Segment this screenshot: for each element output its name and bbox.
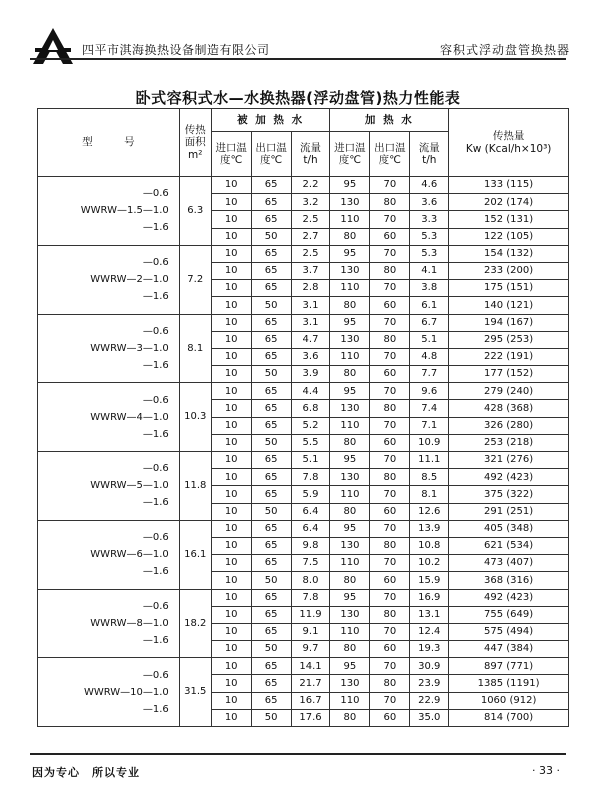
model-line: —1.6: [142, 497, 169, 509]
table-cell: 10: [211, 572, 251, 589]
table-cell: 50: [251, 709, 291, 726]
table-cell: 70: [370, 383, 410, 400]
table-cell: 95: [330, 520, 370, 537]
table-row: [38, 383, 569, 400]
table-cell: 10: [211, 503, 251, 520]
table-cell: 152 (131): [449, 211, 569, 228]
header-heating-flow: 流量 t/h: [410, 132, 449, 177]
table-cell: 80: [370, 606, 410, 623]
model-cell: [38, 658, 180, 727]
area-cell: 16.1: [179, 520, 211, 589]
table-cell: 65: [251, 675, 291, 692]
table-cell: 10.2: [410, 555, 449, 572]
table-cell: 3.1: [291, 314, 330, 331]
model-line: —0.6: [142, 394, 169, 406]
table-cell: 65: [251, 623, 291, 640]
footer-slogan: 因为专心 所以专业: [32, 766, 140, 779]
table-cell: 10: [211, 245, 251, 262]
header-heat-transfer: [449, 109, 569, 177]
footer-divider: [30, 753, 566, 755]
table-cell: 10: [211, 709, 251, 726]
table-cell: 65: [251, 658, 291, 675]
table-cell: 60: [370, 709, 410, 726]
table-cell: 12.6: [410, 503, 449, 520]
table-cell: 130: [330, 262, 370, 279]
table-cell: 233 (200): [449, 262, 569, 279]
table-cell: 10: [211, 366, 251, 383]
table-cell: 473 (407): [449, 555, 569, 572]
table-cell: 3.7: [291, 262, 330, 279]
table-cell: 65: [251, 262, 291, 279]
table-cell: 10: [211, 434, 251, 451]
table-cell: 65: [251, 314, 291, 331]
company-logo-icon: [30, 26, 76, 66]
table-cell: 13.9: [410, 520, 449, 537]
model-line: WWRW—4—1.0: [90, 411, 169, 423]
table-cell: 492 (423): [449, 589, 569, 606]
table-cell: 11.1: [410, 452, 449, 469]
table-cell: 7.8: [291, 469, 330, 486]
table-cell: 10: [211, 177, 251, 194]
table-cell: 95: [330, 177, 370, 194]
table-cell: 10: [211, 606, 251, 623]
table-cell: 10: [211, 520, 251, 537]
table-cell: 50: [251, 434, 291, 451]
table-row: [38, 314, 569, 331]
table-row: [38, 589, 569, 606]
table-cell: 9.6: [410, 383, 449, 400]
table-cell: 16.7: [291, 692, 330, 709]
table-cell: 10: [211, 383, 251, 400]
model-line: —0.6: [142, 532, 169, 544]
table-cell: 70: [370, 452, 410, 469]
table-cell: 80: [330, 366, 370, 383]
model-line: WWRW—1.5—1.0: [80, 205, 169, 217]
table-cell: 70: [370, 211, 410, 228]
table-cell: 95: [330, 452, 370, 469]
header-heated-water: 被 加 热 水: [211, 109, 330, 132]
table-cell: 3.6: [291, 348, 330, 365]
product-name: 容积式浮动盘管换热器: [439, 43, 570, 57]
header-heated-flow: 流量 t/h: [291, 132, 330, 177]
table-cell: 65: [251, 452, 291, 469]
table-cell: 10: [211, 194, 251, 211]
model-line: WWRW—8—1.0: [90, 617, 169, 629]
table-cell: 2.2: [291, 177, 330, 194]
header-model: 型 号: [38, 109, 180, 177]
table-cell: 10: [211, 658, 251, 675]
table-cell: 368 (316): [449, 572, 569, 589]
table-cell: 70: [370, 417, 410, 434]
table-cell: 70: [370, 280, 410, 297]
table-cell: 65: [251, 177, 291, 194]
table-cell: 10: [211, 280, 251, 297]
table-cell: 10: [211, 297, 251, 314]
table-cell: 222 (191): [449, 348, 569, 365]
table-cell: 65: [251, 486, 291, 503]
table-cell: 3.8: [410, 280, 449, 297]
model-line: —0.6: [142, 600, 169, 612]
model-line: —0.6: [142, 325, 169, 337]
table-cell: 65: [251, 469, 291, 486]
area-cell: 8.1: [179, 314, 211, 383]
table-cell: 10: [211, 675, 251, 692]
table-cell: 110: [330, 211, 370, 228]
table-cell: 130: [330, 606, 370, 623]
table-cell: 65: [251, 245, 291, 262]
table-cell: 10: [211, 400, 251, 417]
table-cell: 60: [370, 641, 410, 658]
table-cell: 95: [330, 658, 370, 675]
table-cell: 3.6: [410, 194, 449, 211]
table-cell: 50: [251, 297, 291, 314]
table-cell: 70: [370, 520, 410, 537]
model-line: —0.6: [142, 257, 169, 269]
table-cell: 7.7: [410, 366, 449, 383]
model-line: —1.6: [142, 428, 169, 440]
table-cell: 50: [251, 572, 291, 589]
table-cell: 1385 (1191): [449, 675, 569, 692]
table-cell: 130: [330, 675, 370, 692]
table-cell: 140 (121): [449, 297, 569, 314]
table-cell: 95: [330, 383, 370, 400]
model-line: WWRW—5—1.0: [90, 480, 169, 492]
model-line: —1.6: [142, 222, 169, 234]
table-cell: 279 (240): [449, 383, 569, 400]
table-cell: 4.1: [410, 262, 449, 279]
table-cell: 80: [370, 262, 410, 279]
table-cell: 10: [211, 228, 251, 245]
table-cell: 4.7: [291, 331, 330, 348]
table-cell: 326 (280): [449, 417, 569, 434]
table-cell: 65: [251, 194, 291, 211]
table-cell: 110: [330, 692, 370, 709]
table-cell: 70: [370, 658, 410, 675]
header-heating-inlet: 进口温度℃: [330, 132, 370, 177]
table-cell: 130: [330, 331, 370, 348]
header-heat-unit: Kw (Kcal/h×10³): [465, 142, 552, 155]
table-cell: 60: [370, 366, 410, 383]
table-cell: 5.1: [410, 331, 449, 348]
header-heated-inlet: 进口温度℃: [211, 132, 251, 177]
table-cell: 17.6: [291, 709, 330, 726]
header-area: 传热面积m²: [179, 109, 211, 177]
table-cell: 80: [330, 297, 370, 314]
table-cell: 428 (368): [449, 400, 569, 417]
table-cell: 80: [330, 434, 370, 451]
model-line: WWRW—10—1.0: [83, 686, 169, 698]
table-cell: 291 (251): [449, 503, 569, 520]
table-cell: 65: [251, 692, 291, 709]
model-line: —1.6: [142, 291, 169, 303]
table-cell: 110: [330, 417, 370, 434]
table-cell: 80: [330, 709, 370, 726]
table-cell: 65: [251, 211, 291, 228]
table-cell: 405 (348): [449, 520, 569, 537]
table-cell: 6.4: [291, 503, 330, 520]
table-title: 卧式容积式水—水换热器(浮动盘管)热力性能表: [135, 89, 461, 107]
table-cell: 10: [211, 589, 251, 606]
table-cell: 14.1: [291, 658, 330, 675]
table-cell: 814 (700): [449, 709, 569, 726]
model-line: —1.6: [142, 703, 169, 715]
table-cell: 253 (218): [449, 434, 569, 451]
table-cell: 10: [211, 623, 251, 640]
area-cell: 6.3: [179, 177, 211, 246]
table-cell: 65: [251, 555, 291, 572]
table-cell: 621 (534): [449, 537, 569, 554]
header-heat-label: 传热量: [492, 130, 525, 143]
table-cell: 130: [330, 537, 370, 554]
table-cell: 321 (276): [449, 452, 569, 469]
table-cell: 130: [330, 194, 370, 211]
table-cell: 295 (253): [449, 331, 569, 348]
model-line: —0.6: [142, 463, 169, 475]
performance-table: [37, 108, 569, 727]
table-cell: 50: [251, 228, 291, 245]
table-body: [38, 177, 569, 727]
table-cell: 13.1: [410, 606, 449, 623]
table-cell: 2.7: [291, 228, 330, 245]
table-cell: 80: [370, 331, 410, 348]
table-cell: 19.3: [410, 641, 449, 658]
table-cell: 22.9: [410, 692, 449, 709]
table-cell: 10: [211, 452, 251, 469]
table-cell: 10: [211, 555, 251, 572]
table-cell: 1060 (912): [449, 692, 569, 709]
table-cell: 65: [251, 280, 291, 297]
table-cell: 2.5: [291, 211, 330, 228]
model-cell: [38, 383, 180, 452]
model-line: —0.6: [142, 188, 169, 200]
table-cell: 80: [330, 228, 370, 245]
table-cell: 10: [211, 486, 251, 503]
table-cell: 2.5: [291, 245, 330, 262]
table-cell: 6.7: [410, 314, 449, 331]
table-cell: 70: [370, 245, 410, 262]
table-cell: 6.1: [410, 297, 449, 314]
table-cell: 110: [330, 623, 370, 640]
table-cell: 60: [370, 572, 410, 589]
table-cell: 70: [370, 348, 410, 365]
table-cell: 60: [370, 297, 410, 314]
table-cell: 375 (322): [449, 486, 569, 503]
model-line: WWRW—6—1.0: [90, 549, 169, 561]
table-cell: 6.8: [291, 400, 330, 417]
table-cell: 3.3: [410, 211, 449, 228]
area-cell: 18.2: [179, 589, 211, 658]
table-row: [38, 452, 569, 469]
table-cell: 30.9: [410, 658, 449, 675]
company-name: 四平市淇海换热设备制造有限公司: [82, 43, 270, 57]
table-cell: 35.0: [410, 709, 449, 726]
table-cell: 70: [370, 555, 410, 572]
table-cell: 5.3: [410, 245, 449, 262]
table-cell: 80: [370, 469, 410, 486]
model-line: —1.6: [142, 634, 169, 646]
table-cell: 8.1: [410, 486, 449, 503]
table-cell: 11.9: [291, 606, 330, 623]
area-cell: 10.3: [179, 383, 211, 452]
table-cell: 80: [370, 194, 410, 211]
table-cell: 80: [370, 537, 410, 554]
area-cell: 11.8: [179, 452, 211, 521]
table-cell: 110: [330, 555, 370, 572]
model-cell: [38, 314, 180, 383]
table-cell: 7.1: [410, 417, 449, 434]
table-cell: 175 (151): [449, 280, 569, 297]
model-cell: [38, 177, 180, 246]
table-cell: 130: [330, 400, 370, 417]
table-cell: 492 (423): [449, 469, 569, 486]
table-cell: 7.4: [410, 400, 449, 417]
table-cell: 4.4: [291, 383, 330, 400]
page-header: [30, 26, 570, 66]
model-line: WWRW—3—1.0: [90, 342, 169, 354]
table-cell: 5.2: [291, 417, 330, 434]
header-divider: [30, 58, 566, 60]
table-cell: 122 (105): [449, 228, 569, 245]
header-heating-outlet: 出口温度℃: [370, 132, 410, 177]
table-cell: 10: [211, 417, 251, 434]
table-cell: 9.8: [291, 537, 330, 554]
table-cell: 447 (384): [449, 641, 569, 658]
table-cell: 15.9: [410, 572, 449, 589]
table-cell: 897 (771): [449, 658, 569, 675]
table-cell: 7.5: [291, 555, 330, 572]
table-cell: 65: [251, 589, 291, 606]
table-cell: 3.9: [291, 366, 330, 383]
table-cell: 80: [330, 572, 370, 589]
model-line: —0.6: [142, 669, 169, 681]
table-cell: 7.8: [291, 589, 330, 606]
area-cell: 31.5: [179, 658, 211, 727]
table-cell: 50: [251, 503, 291, 520]
table-cell: 70: [370, 486, 410, 503]
model-cell: [38, 245, 180, 314]
model-line: —1.6: [142, 566, 169, 578]
table-cell: 16.9: [410, 589, 449, 606]
table-cell: 5.5: [291, 434, 330, 451]
table-row: [38, 245, 569, 262]
table-cell: 60: [370, 434, 410, 451]
table-cell: 95: [330, 314, 370, 331]
table-cell: 70: [370, 589, 410, 606]
table-cell: 65: [251, 400, 291, 417]
table-cell: 21.7: [291, 675, 330, 692]
table-cell: 755 (649): [449, 606, 569, 623]
table-cell: 65: [251, 331, 291, 348]
table-cell: 10.8: [410, 537, 449, 554]
table-cell: 4.6: [410, 177, 449, 194]
table-cell: 70: [370, 314, 410, 331]
table-cell: 8.0: [291, 572, 330, 589]
table-cell: 10: [211, 262, 251, 279]
table-cell: 95: [330, 589, 370, 606]
table-cell: 65: [251, 537, 291, 554]
model-cell: [38, 589, 180, 658]
table-cell: 110: [330, 486, 370, 503]
table-cell: 3.1: [291, 297, 330, 314]
table-cell: 2.8: [291, 280, 330, 297]
table-cell: 110: [330, 280, 370, 297]
table-cell: 9.1: [291, 623, 330, 640]
table-cell: 80: [370, 400, 410, 417]
table-cell: 10: [211, 314, 251, 331]
table-cell: 65: [251, 348, 291, 365]
table-cell: 65: [251, 520, 291, 537]
table-cell: 10: [211, 348, 251, 365]
header-heating-water: 加 热 水: [330, 109, 449, 132]
table-cell: 23.9: [410, 675, 449, 692]
table-cell: 133 (115): [449, 177, 569, 194]
table-cell: 154 (132): [449, 245, 569, 262]
model-cell: [38, 452, 180, 521]
table-cell: 10: [211, 537, 251, 554]
table-cell: 80: [330, 641, 370, 658]
table-cell: 10: [211, 469, 251, 486]
table-cell: 202 (174): [449, 194, 569, 211]
table-cell: 10.9: [410, 434, 449, 451]
table-cell: 5.3: [410, 228, 449, 245]
area-cell: 7.2: [179, 245, 211, 314]
table-cell: 4.8: [410, 348, 449, 365]
table-cell: 50: [251, 366, 291, 383]
table-cell: 110: [330, 348, 370, 365]
table-cell: 10: [211, 641, 251, 658]
table-cell: 177 (152): [449, 366, 569, 383]
table-cell: 9.7: [291, 641, 330, 658]
table-cell: 6.4: [291, 520, 330, 537]
table-cell: 10: [211, 211, 251, 228]
table-cell: 70: [370, 177, 410, 194]
table-row: [38, 658, 569, 675]
model-line: WWRW—2—1.0: [90, 274, 169, 286]
table-cell: 575 (494): [449, 623, 569, 640]
table-cell: 3.2: [291, 194, 330, 211]
table-cell: 12.4: [410, 623, 449, 640]
table-cell: 10: [211, 692, 251, 709]
table-cell: 65: [251, 417, 291, 434]
table-cell: 10: [211, 331, 251, 348]
model-cell: [38, 520, 180, 589]
table-cell: 5.9: [291, 486, 330, 503]
table-cell: 65: [251, 606, 291, 623]
table-cell: 80: [370, 675, 410, 692]
table-cell: 60: [370, 228, 410, 245]
page-number: · 33 ·: [532, 764, 560, 777]
table-cell: 8.5: [410, 469, 449, 486]
table-row: [38, 177, 569, 194]
table-cell: 5.1: [291, 452, 330, 469]
table-cell: 65: [251, 383, 291, 400]
table-cell: 70: [370, 623, 410, 640]
model-line: —1.6: [142, 359, 169, 371]
table-cell: 50: [251, 641, 291, 658]
table-cell: 70: [370, 692, 410, 709]
table-cell: 60: [370, 503, 410, 520]
table-cell: 80: [330, 503, 370, 520]
table-cell: 95: [330, 245, 370, 262]
table-row: [38, 520, 569, 537]
table-cell: 194 (167): [449, 314, 569, 331]
header-heated-outlet: 出口温度℃: [251, 132, 291, 177]
table-cell: 130: [330, 469, 370, 486]
